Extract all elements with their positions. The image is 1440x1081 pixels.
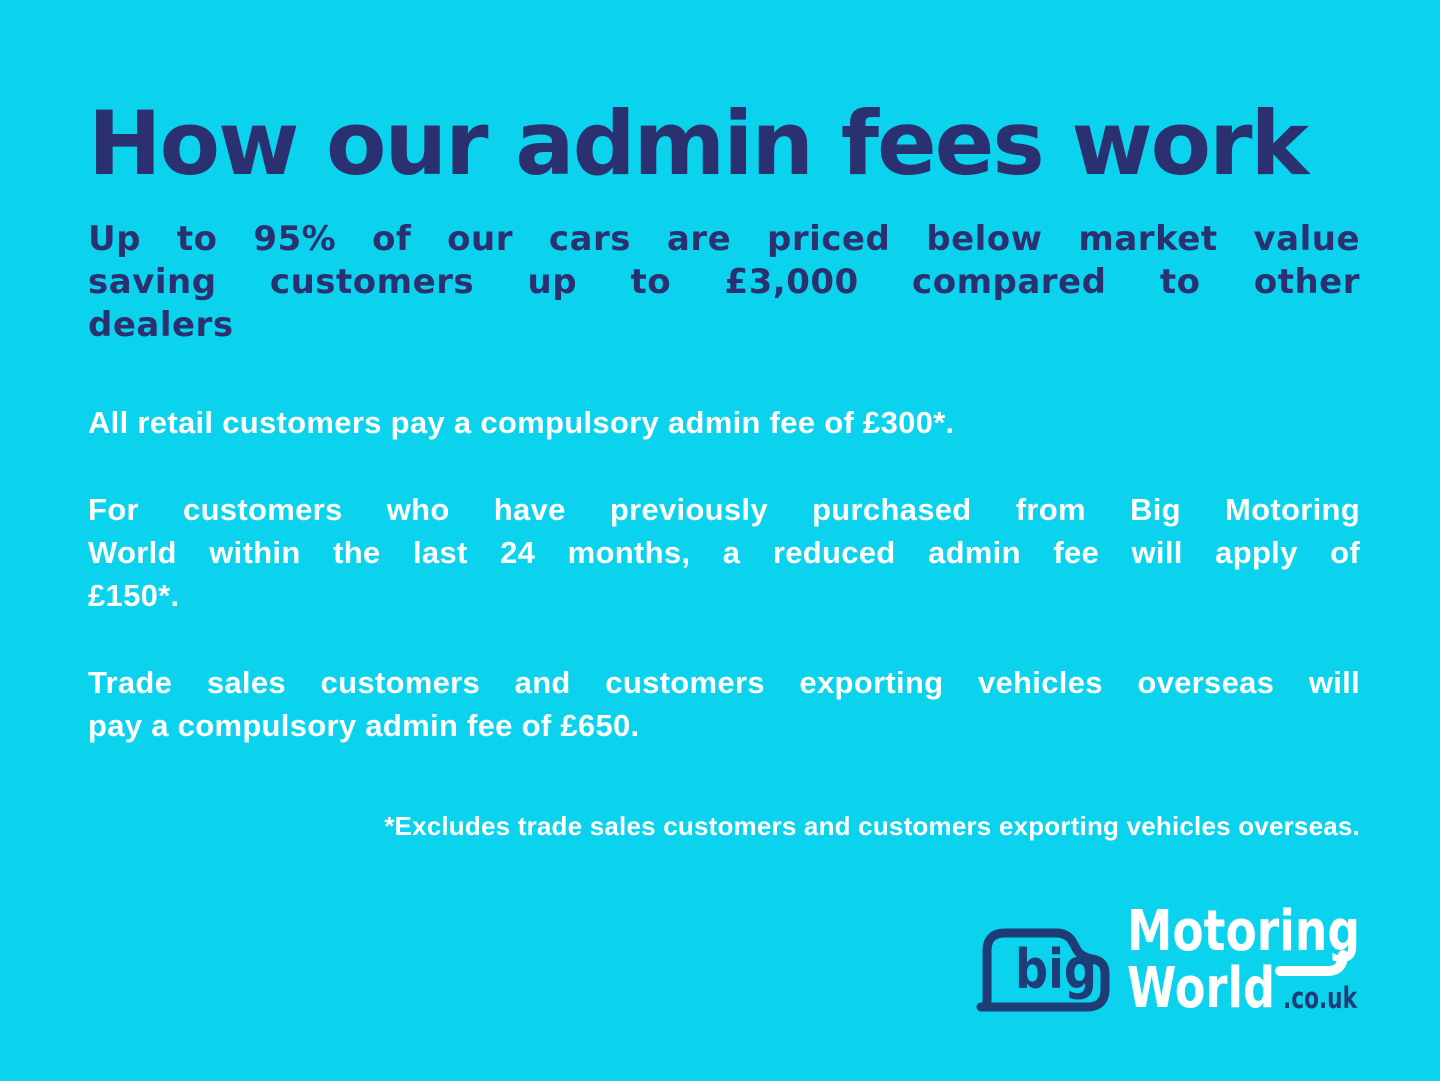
subheading-line: dealers [88, 305, 234, 345]
paragraph-line: All retail customers pay a compulsory admin fee of £300*. [88, 405, 955, 440]
big-motoring-world-logo [975, 895, 1420, 1023]
paragraph-line: Trade sales customers and customers exporting vehicles overseas will [88, 665, 1360, 700]
trade-export-fee-paragraph [88, 661, 1360, 747]
paragraph-line: pay a compulsory admin fee of £650. [88, 708, 640, 743]
logo-domain-text: .co.uk [1283, 981, 1358, 1015]
paragraph-line: For customers who have previously purchased from Big Motoring [88, 492, 1360, 527]
paragraph-line: World within the last 24 months, a reduced admin fee will apply of [88, 535, 1360, 570]
subheading-line: saving customers up to £3,000 compared to other [88, 262, 1360, 302]
retail-fee-paragraph [88, 401, 1360, 444]
logo-world-text: World [1127, 956, 1275, 1021]
paragraph-line: £150*. [88, 578, 180, 613]
logo-graphic [975, 895, 1420, 1023]
subheading-line: Up to 95% of our cars are priced below market value [88, 219, 1360, 259]
footnote: *Excludes trade sales customers and customers exporting vehicles overseas. [384, 811, 1360, 841]
repeat-customer-fee-paragraph [88, 488, 1360, 617]
page-title: How our admin fees work [88, 92, 1308, 195]
logo-motoring-text: Motoring [1127, 899, 1360, 964]
logo-big-text: big [1015, 938, 1097, 1001]
subheading [88, 218, 1360, 347]
